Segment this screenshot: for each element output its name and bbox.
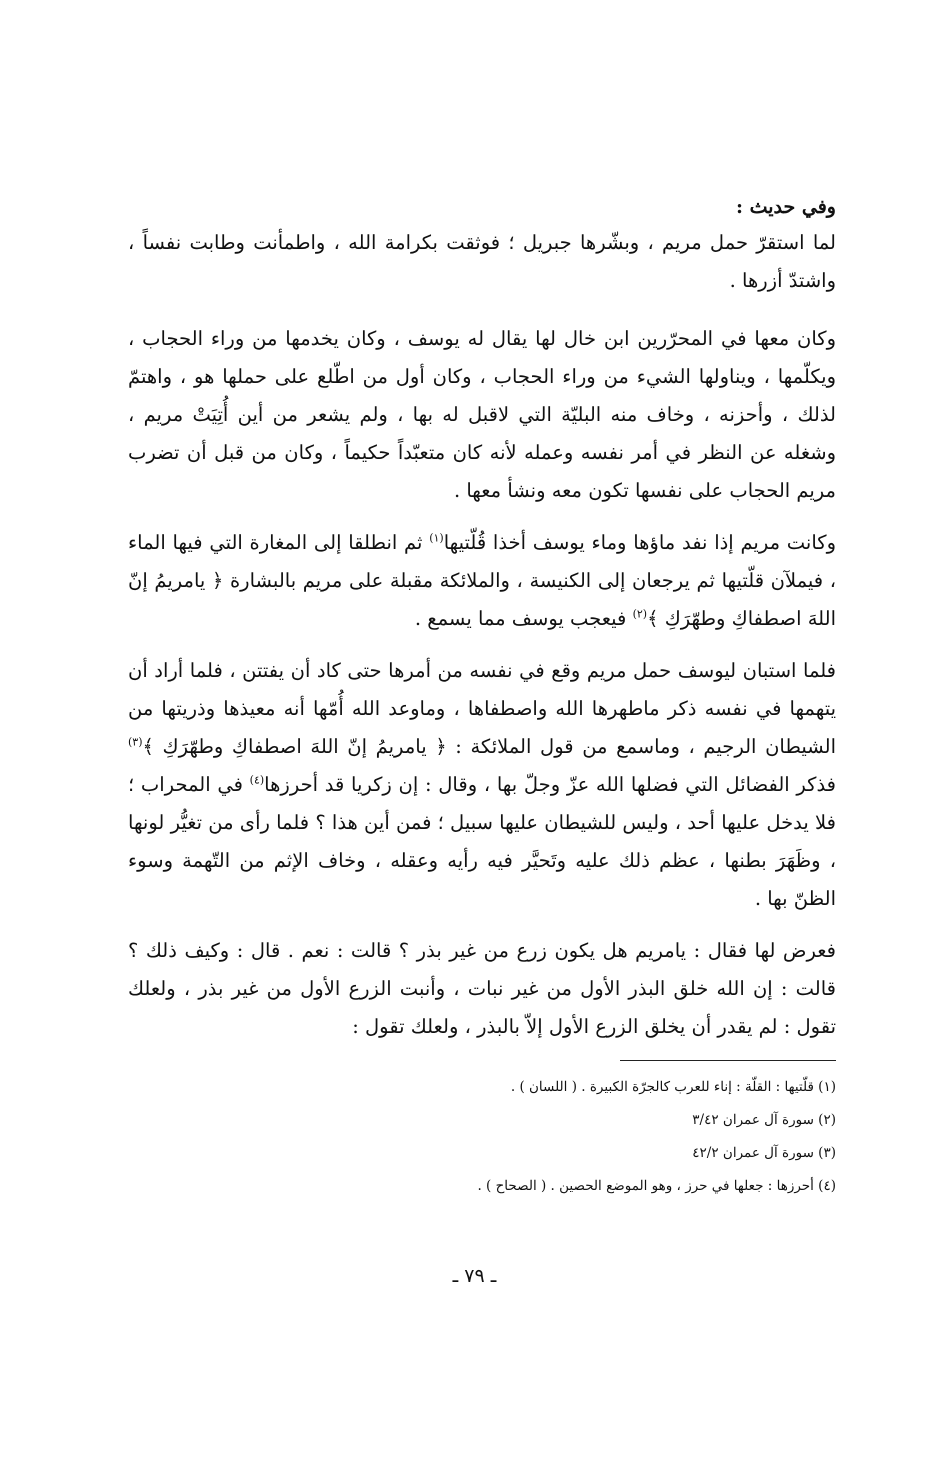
- paragraph-2: وكان معها في المحرّرين ابن خال لها يقال له يوسف ، وكان يخدمها من وراء الحجاب ، ويكلّمها ، ويناولها الشيء من وراء الحجاب ، وكان أول من اطّلع على حملها هو ، واهتمّ لذلك ، وأحزنه ، وخاف منه البليّة التي لاقبل له بها ، ولم يشعر من أين أُتِيَتْ مريم ، وشغله عن النظر في أمر نفسه وعمله لأنه كان متعبّداً حكيماً ، وكان من قبل أن تضرب مريم الحجاب على نفسها تكون معه ونشأ معها .: [128, 327, 836, 502]
- paragraph-3-text-a: وكانت مريم إذا نفد ماؤها وماء يوسف أخذا قُلّتيها: [443, 531, 836, 554]
- footnote-4: (٤) أحرزها : جعلها في حرز ، وهو الموضع الحصين . ( الصحاح ) .: [477, 1178, 836, 1194]
- footnote-1: (١) قلّتيها : القلّة : إناء للعرب كالجرّة الكبيرة . ( اللسان ) .: [510, 1079, 836, 1095]
- footnote-ref-2: (٢): [632, 607, 648, 621]
- paragraph-3-text-c: فيعجب يوسف مما يسمع .: [414, 607, 633, 630]
- book-page: [128, 196, 836, 1203]
- footnote-divider: [620, 1060, 836, 1061]
- paragraph-4-text-c: في المحراب ؛ فلا يدخل عليها أحد ، وليس للشيطان عليها سبيل ؛ فمن أين هذا ؟ فلما رأى من تغيُّر لونها ، وظَهَرَ بطنها ، عظم ذلك عليه وتَحيَّر فيه رأيه وعقله ، وخاف الإثم من التّهمة وسوء الظنّ بها .: [128, 773, 836, 910]
- footnote-ref-3: (٣): [128, 735, 143, 749]
- footnote-ref-1: (١): [429, 531, 444, 545]
- paragraph-3-text-b: ثم انطلقا إلى المغارة التي فيها الماء ، فيملآن قلّتيها ثم يرجعان إلى الكنيسة ، والملائكة مقبلة على مريم بالبشارة ﴿ يامريمُ إنّ اللهَ اصطفاكِ وطهّرَكِ ﴾: [128, 531, 836, 630]
- paragraph-1: لما استقرّ حمل مريم ، وبشّرها جبريل ؛ فوثقت بكرامة الله ، واطمأنت وطابت نفساً ، واشتدّ أزرها .: [128, 231, 836, 292]
- footnote-ref-4: (٤): [249, 773, 265, 787]
- footnote-3: (٣) سورة آل عمران ٤٢/٢: [692, 1145, 836, 1161]
- paragraph-5: فعرض لها فقال : يامريم هل يكون زرع من غير بذر ؟ قالت : نعم . قال : وكيف ذلك ؟ قالت : إن الله خلق البذر الأول من غير نبات ، وأنبت الزرع الأول من غير بذر ، ولعلك تقول : لم يقدر أن يخلق الزرع الأول إلاّ بالبذر ، ولعلك تقول :: [128, 939, 836, 1038]
- section-heading: وفي حديث :: [735, 196, 836, 218]
- paragraph-4: [128, 652, 836, 918]
- page-number: ـ ٧٩ ـ: [452, 1265, 497, 1287]
- paragraph-4-text-a: فلما استبان ليوسف حمل مريم وقع في نفسه من أمرها حتى كاد أن يفتتن ، فلما أراد أن يتهمها في نفسه ذكر ماطهرها الله واصطفاها ، وماوعد الله أُمّها أنه معيذها وذريتها من الشيطان الرجيم ، وماسمع من قول الملائكة : ﴿ يامريمُ إنّ اللهَ اصطفاكِ وطهّرَكِ ﴾: [128, 659, 836, 758]
- paragraph-3: [128, 524, 836, 638]
- paragraph-4-text-b: فذكر الفضائل التي فضلها الله عزّ وجلّ بها ، وقال : إن زكريا قد أحرزها: [264, 773, 837, 796]
- footnotes-list: [128, 1071, 836, 1203]
- footnote-2: (٢) سورة آل عمران ٣/٤٢: [692, 1112, 836, 1128]
